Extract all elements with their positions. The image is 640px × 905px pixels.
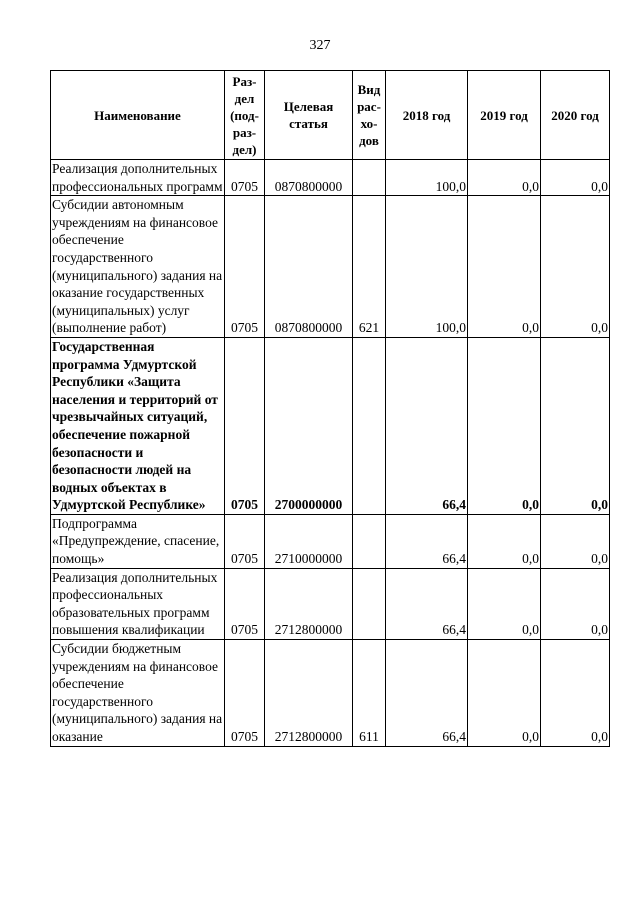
- header-name: Наименование: [51, 71, 225, 160]
- header-expense-type: Вид рас- хо- дов: [353, 71, 386, 160]
- cell-year-2019: 0,0: [468, 337, 541, 514]
- cell-target: 0870800000: [265, 196, 353, 338]
- cell-section: 0705: [225, 196, 265, 338]
- cell-expense-type: 621: [353, 196, 386, 338]
- table-row: [51, 640, 610, 747]
- header-year-2020: 2020 год: [541, 71, 610, 160]
- cell-name: Субсидии автономным учреждениям на финансовое обеспечение государственного (муниципального) задания на оказание государственных (муниципальных) услуг (выполнение работ): [51, 196, 225, 338]
- cell-expense-type: 611: [353, 640, 386, 747]
- cell-section: 0705: [225, 568, 265, 639]
- cell-year-2020: 0,0: [541, 514, 610, 568]
- cell-year-2020: 0,0: [541, 568, 610, 639]
- header-year-2019: 2019 год: [468, 71, 541, 160]
- cell-year-2018: 66,4: [386, 568, 468, 639]
- budget-table: [50, 70, 610, 747]
- cell-year-2019: 0,0: [468, 640, 541, 747]
- header-section: Раз- дел (под- раз- дел): [225, 71, 265, 160]
- table-row: [51, 568, 610, 639]
- table-row: [51, 160, 610, 196]
- cell-target: 2700000000: [265, 337, 353, 514]
- cell-year-2020: 0,0: [541, 160, 610, 196]
- cell-year-2018: 100,0: [386, 160, 468, 196]
- cell-section: 0705: [225, 640, 265, 747]
- cell-year-2018: 66,4: [386, 337, 468, 514]
- cell-target: 2712800000: [265, 640, 353, 747]
- cell-name: Субсидии бюджетным учреждениям на финансовое обеспечение государственного (муниципального) задания на оказание: [51, 640, 225, 747]
- cell-section: 0705: [225, 337, 265, 514]
- table-row: [51, 337, 610, 514]
- header-year-2018: 2018 год: [386, 71, 468, 160]
- cell-expense-type: [353, 514, 386, 568]
- cell-year-2018: 66,4: [386, 514, 468, 568]
- cell-year-2020: 0,0: [541, 337, 610, 514]
- cell-expense-type: [353, 160, 386, 196]
- cell-year-2018: 100,0: [386, 196, 468, 338]
- cell-year-2019: 0,0: [468, 160, 541, 196]
- cell-year-2020: 0,0: [541, 640, 610, 747]
- table-body: [51, 160, 610, 747]
- cell-year-2018: 66,4: [386, 640, 468, 747]
- cell-target: 2710000000: [265, 514, 353, 568]
- cell-target: 2712800000: [265, 568, 353, 639]
- cell-year-2019: 0,0: [468, 196, 541, 338]
- cell-expense-type: [353, 337, 386, 514]
- table-row: [51, 196, 610, 338]
- page-number: 327: [309, 38, 331, 53]
- cell-target: 0870800000: [265, 160, 353, 196]
- cell-year-2019: 0,0: [468, 568, 541, 639]
- cell-name: Реализация дополнительных профессиональных программ: [51, 160, 225, 196]
- cell-name: Государственная программа Удмуртской Республики «Защита населения и территорий от чрезвычайных ситуаций, обеспечение пожарной безопасности и безопасности людей на водных объектах в Удмуртской Республике»: [51, 337, 225, 514]
- table-row: [51, 514, 610, 568]
- cell-expense-type: [353, 568, 386, 639]
- cell-year-2019: 0,0: [468, 514, 541, 568]
- cell-name: Реализация дополнительных профессиональных образовательных программ повышения квалификации: [51, 568, 225, 639]
- table-header-row: [51, 71, 610, 160]
- cell-name: Подпрограмма «Предупреждение, спасение, помощь»: [51, 514, 225, 568]
- cell-year-2020: 0,0: [541, 196, 610, 338]
- cell-section: 0705: [225, 514, 265, 568]
- cell-section: 0705: [225, 160, 265, 196]
- header-target: Целевая статья: [265, 71, 353, 160]
